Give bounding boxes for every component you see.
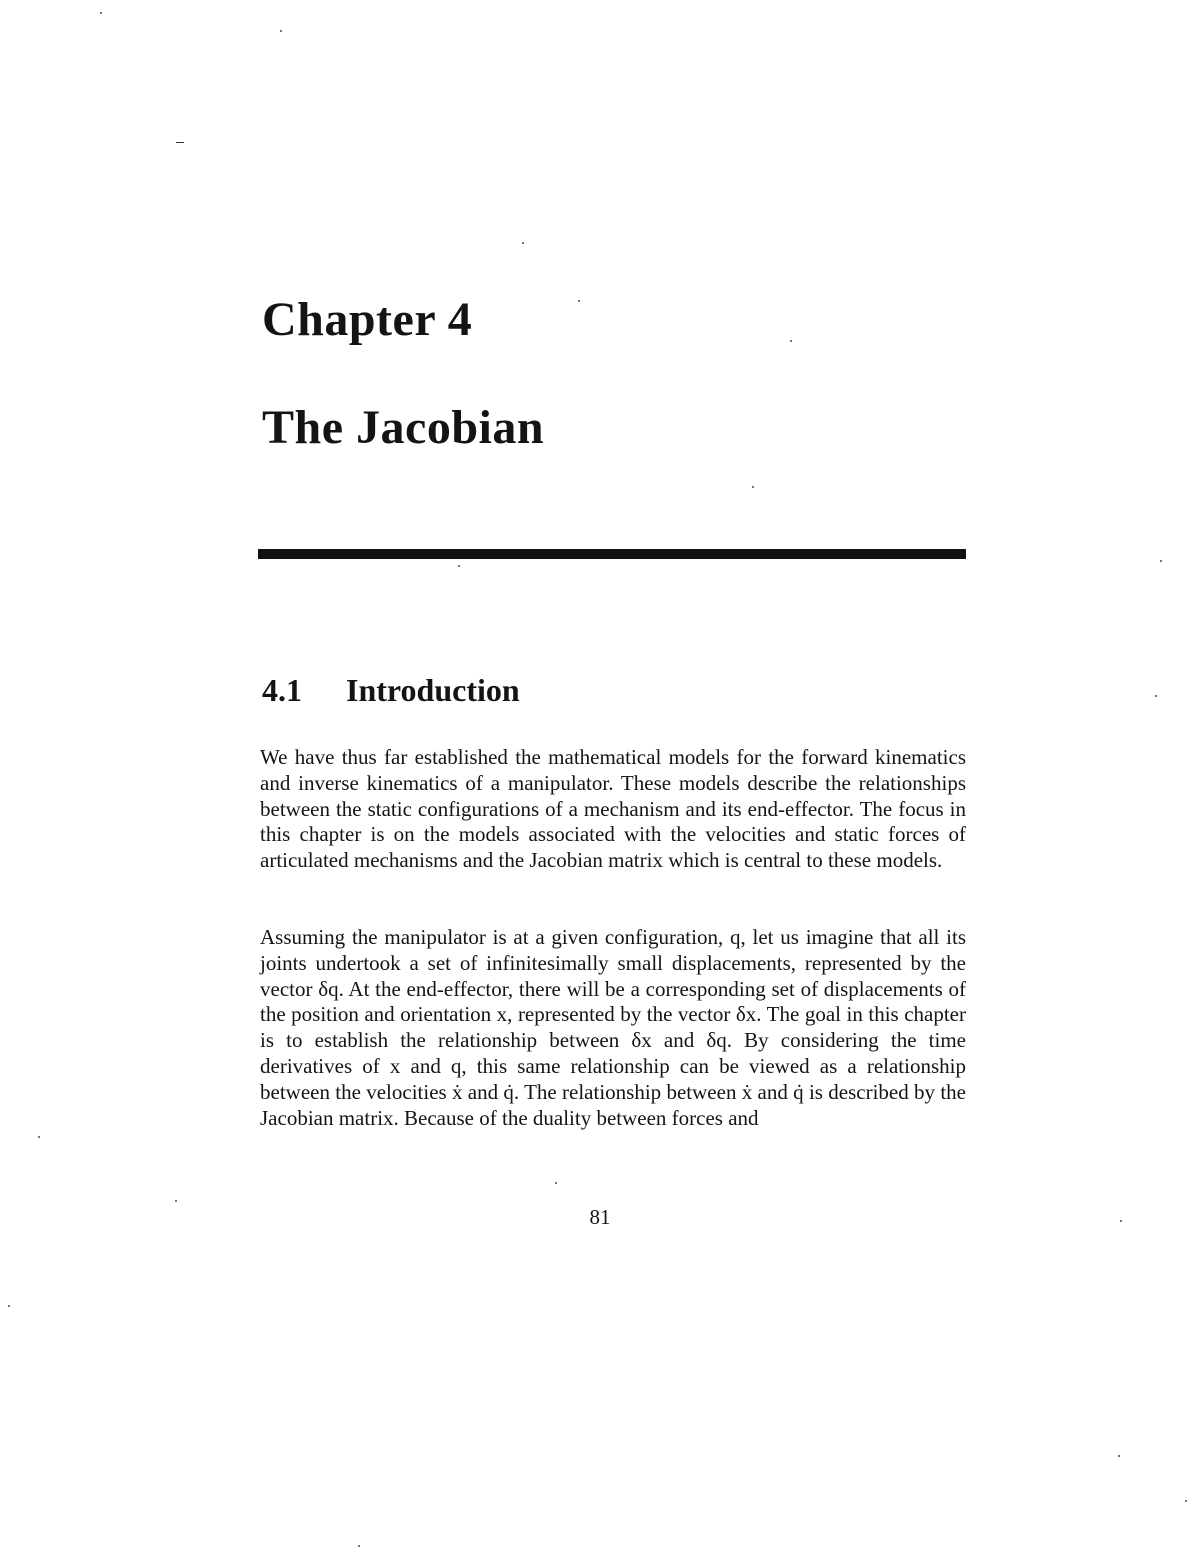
scan-speck [100, 12, 102, 14]
section-title: Introduction [346, 672, 520, 708]
section-heading [262, 672, 520, 709]
scan-speck [358, 1545, 360, 1547]
scan-speck [522, 242, 524, 244]
paragraph-1: We have thus far established the mathematical models for the forward kinematics and inverse kinematics of a manipulator. These models describe the relationships between the static configurations of a mechanism and its end-effector. The focus in this chapter is on the models associated with the velocities and static forces of articulated mechanisms and the Jacobian matrix which is central to these models. [260, 745, 966, 873]
scan-speck [1185, 1500, 1187, 1502]
scan-speck [578, 300, 580, 302]
scan-speck [38, 1136, 40, 1138]
scan-speck [790, 340, 792, 342]
scan-speck [175, 1200, 177, 1202]
scan-speck [280, 30, 282, 32]
scan-speck [1118, 1455, 1120, 1457]
chapter-rule [258, 549, 966, 559]
page-number: 81 [589, 1205, 611, 1229]
scan-speck [1120, 1220, 1122, 1222]
scan-speck [752, 486, 754, 488]
scan-speck [1160, 560, 1162, 562]
scan-speck [176, 142, 184, 143]
scan-speck [458, 565, 460, 567]
scan-speck [1155, 695, 1157, 697]
scan-speck [8, 1305, 10, 1307]
chapter-title: The Jacobian [262, 401, 545, 454]
paragraph-2: Assuming the manipulator is at a given configuration, q, let us imagine that all its joints undertook a set of infinitesimally small displacements, represented by the vector δq. At the end-effector, there will be a corresponding set of displacements of the position and orientation x, represented by the vector δx. The goal in this chapter is to establish the relationship between δx and δq. By considering the time derivatives of x and q, this same relationship can be viewed as a relationship between the velocities ẋ and q̇. The relationship between ẋ and q̇ is described by the Jacobian matrix. Because of the duality between forces and [260, 925, 966, 1130]
section-number: 4.1 [262, 672, 302, 708]
chapter-label: Chapter 4 [262, 293, 473, 346]
scan-speck [555, 1182, 557, 1184]
